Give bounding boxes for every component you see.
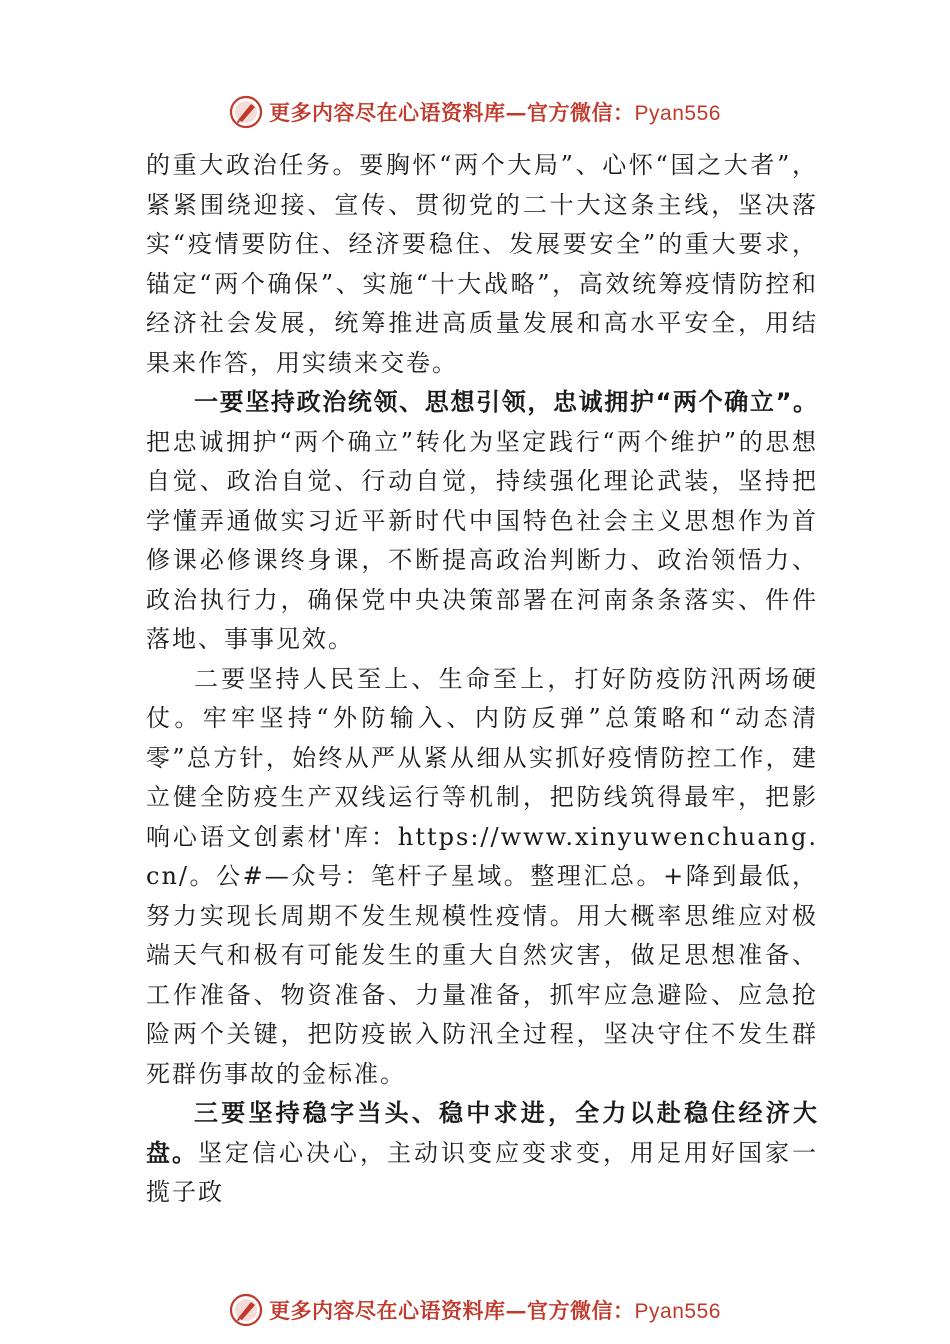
paragraph-2 (146, 383, 818, 660)
paragraph-4 (146, 1094, 818, 1213)
header-watermark-text: 更多内容尽在心语资料库—官方微信：Pyan556 (269, 100, 721, 125)
paragraph-4-text: 坚定信心决心，主动识变应变求变，用足用好国家一揽子政 (146, 1138, 818, 1206)
header-watermark (0, 92, 950, 132)
document-body (146, 146, 818, 1213)
footer-watermark (0, 1290, 950, 1330)
paragraph-2-text: 把忠诚拥护“两个确立”转化为坚定践行“两个维护”的思想自觉、政治自觉、行动自觉，持续强化理论武装，坚持把学懂弄通做实习近平新时代中国特色社会主义思想作为首修课必修课终身课，不断提高政治判断力、政治领悟力、政治执行力，确保党中央决策部署在河南条条落实、件件落地、事事见效。 (146, 427, 818, 653)
quill-logo-icon (229, 1293, 263, 1327)
paragraph-3: 二要坚持人民至上、生命至上，打好防疫防汛两场硬仗。牢牢坚持“外防输入、内防反弹”总策略和“动态清零”总方针，始终从严从紧从细从实抓好疫情防控工作，建立健全防疫生产双线运行等机制，把防线筑得最牢，把影响心语文创素材'库：https://www.xinyuwenchuang.cn/。公#—众号：笔杆子星域。整理汇总。+降到最低，努力实现长周期不发生规模性疫情。用大概率思维应对极端天气和极有可能发生的重大自然灾害，做足思想准备、工作准备、物资准备、力量准备，抓牢应急避险、应急抢险两个关键，把防疫嵌入防汛全过程，坚决守住不发生群死群伤事故的金标准。 (146, 664, 818, 1088)
paragraph-1: 的重大政治任务。要胸怀“两个大局”、心怀“国之大者”，紧紧围绕迎接、宣传、贯彻党的二十大这条主线，坚决落实“疫情要防住、经济要稳住、发展要安全”的重大要求，锚定“两个确保”、实施“十大战略”，高效统筹疫情防控和经济社会发展，统筹推进高质量发展和高水平安全，用结果来作答，用实绩来交卷。 (146, 151, 818, 377)
footer-watermark-text: 更多内容尽在心语资料库—官方微信：Pyan556 (269, 1298, 721, 1323)
paragraph-2-heading: 一要坚持政治统领、思想引领，忠诚拥护“两个确立”。 (194, 388, 818, 416)
paragraph-4-heading: 三要坚持稳字当头、稳中求进，全力以赴稳住经济大盘。 (146, 1099, 818, 1167)
quill-logo-icon (229, 95, 263, 129)
